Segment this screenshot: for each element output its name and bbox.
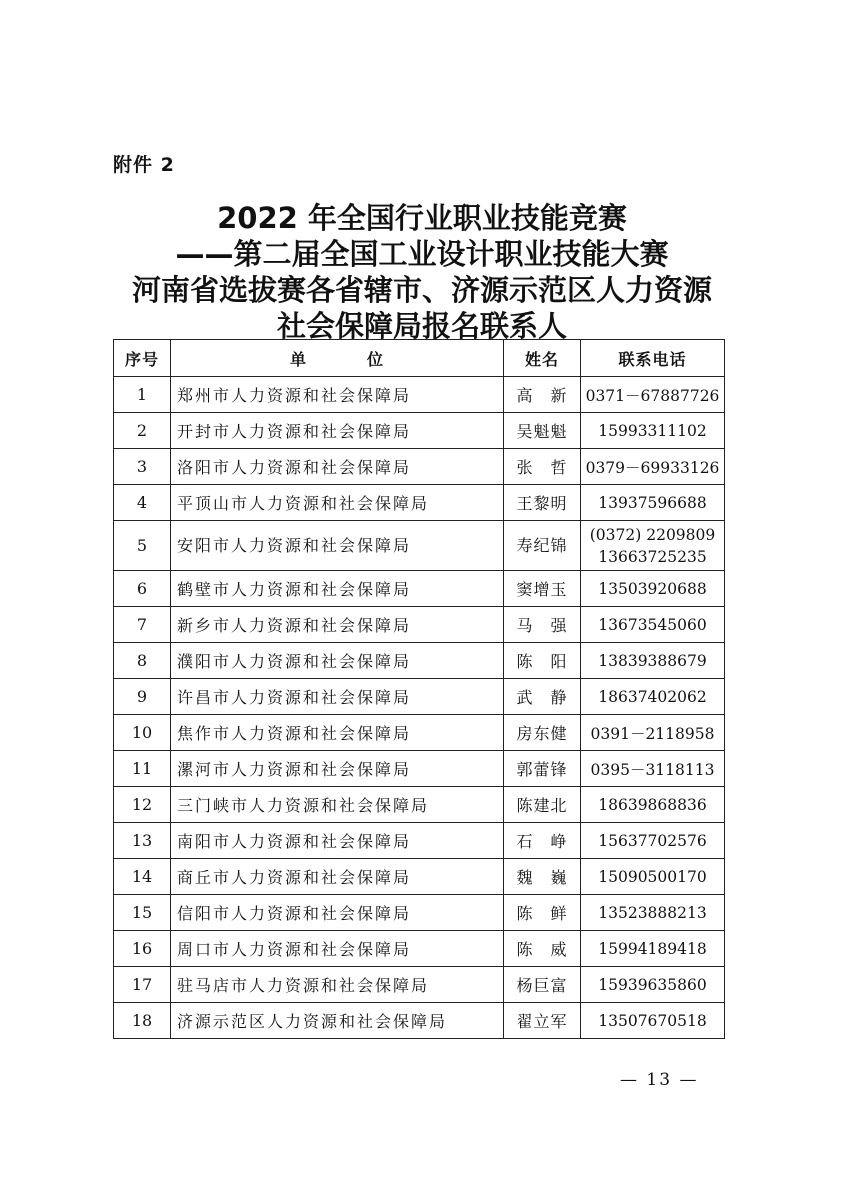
cell-unit: 濮阳市人力资源和社会保障局	[171, 643, 504, 679]
cell-phone: 15090500170	[581, 859, 725, 895]
cell-unit: 济源示范区人力资源和社会保障局	[171, 1003, 504, 1039]
header-name: 姓名	[504, 340, 581, 377]
title-line: 河南省选拔赛各省辖市、济源示范区人力资源	[131, 273, 712, 307]
table-row	[114, 607, 725, 643]
cell-name: 石 峥	[504, 823, 581, 859]
cell-name: 王黎明	[504, 485, 581, 521]
table-row	[114, 679, 725, 715]
table-row	[114, 521, 725, 571]
cell-name: 马 强	[504, 607, 581, 643]
cell-seq: 13	[114, 823, 171, 859]
cell-unit: 安阳市人力资源和社会保障局	[171, 521, 504, 571]
cell-seq: 3	[114, 449, 171, 485]
cell-unit: 洛阳市人力资源和社会保障局	[171, 449, 504, 485]
cell-unit: 焦作市人力资源和社会保障局	[171, 715, 504, 751]
cell-unit: 许昌市人力资源和社会保障局	[171, 679, 504, 715]
cell-unit: 驻马店市人力资源和社会保障局	[171, 967, 504, 1003]
cell-phone: 0391－2118958	[581, 715, 725, 751]
table-row	[114, 787, 725, 823]
header-unit-char: 位	[367, 349, 385, 369]
cell-unit: 周口市人力资源和社会保障局	[171, 931, 504, 967]
cell-unit: 新乡市人力资源和社会保障局	[171, 607, 504, 643]
header-seq: 序号	[114, 340, 171, 377]
cell-name: 魏 巍	[504, 859, 581, 895]
cell-phone: 15993311102	[581, 413, 725, 449]
table-header-row	[114, 340, 725, 377]
cell-phone: 13503920688	[581, 571, 725, 607]
cell-unit: 开封市人力资源和社会保障局	[171, 413, 504, 449]
table-row	[114, 643, 725, 679]
cell-phone: 0379－69933126	[581, 449, 725, 485]
cell-phone: 0371－67887726	[581, 377, 725, 413]
cell-seq: 18	[114, 1003, 171, 1039]
table-row	[114, 715, 725, 751]
table-row	[114, 485, 725, 521]
cell-name: 陈 阳	[504, 643, 581, 679]
cell-name: 寿纪锦	[504, 521, 581, 571]
table-row	[114, 823, 725, 859]
cell-seq: 11	[114, 751, 171, 787]
cell-phone: 13839388679	[581, 643, 725, 679]
cell-name: 杨巨富	[504, 967, 581, 1003]
cell-phone	[581, 521, 725, 571]
cell-seq: 14	[114, 859, 171, 895]
cell-unit: 漯河市人力资源和社会保障局	[171, 751, 504, 787]
cell-seq: 15	[114, 895, 171, 931]
cell-seq: 12	[114, 787, 171, 823]
cell-seq: 9	[114, 679, 171, 715]
contact-table	[113, 339, 725, 1039]
cell-seq: 6	[114, 571, 171, 607]
cell-seq: 8	[114, 643, 171, 679]
table-row	[114, 931, 725, 967]
phone-line: 13663725235	[598, 547, 707, 566]
cell-seq: 16	[114, 931, 171, 967]
table-row	[114, 449, 725, 485]
table-row	[114, 571, 725, 607]
cell-seq: 4	[114, 485, 171, 521]
phone-line: (0372) 2209809	[589, 525, 716, 544]
table-row	[114, 1003, 725, 1039]
cell-name: 窦增玉	[504, 571, 581, 607]
cell-phone: 13523888213	[581, 895, 725, 931]
cell-phone: 15994189418	[581, 931, 725, 967]
cell-name: 陈 鲜	[504, 895, 581, 931]
cell-name: 高 新	[504, 377, 581, 413]
cell-unit: 平顶山市人力资源和社会保障局	[171, 485, 504, 521]
cell-seq: 7	[114, 607, 171, 643]
attachment-label: 附件 2	[113, 154, 175, 176]
cell-seq: 1	[114, 377, 171, 413]
cell-phone: 18639868836	[581, 787, 725, 823]
cell-name: 陈建北	[504, 787, 581, 823]
cell-name: 翟立军	[504, 1003, 581, 1039]
table-row	[114, 895, 725, 931]
header-unit-char: 单	[289, 349, 307, 369]
cell-seq: 10	[114, 715, 171, 751]
cell-unit: 三门峡市人力资源和社会保障局	[171, 787, 504, 823]
cell-unit: 商丘市人力资源和社会保障局	[171, 859, 504, 895]
title-line: ——第二届全国工业设计职业技能大赛	[175, 237, 669, 271]
title-line: 社会保障局报名联系人	[276, 309, 567, 343]
table-row	[114, 859, 725, 895]
cell-name: 房东健	[504, 715, 581, 751]
cell-phone: 13507670518	[581, 1003, 725, 1039]
page-number: — 13 —	[620, 1070, 699, 1090]
cell-phone: 0395－3118113	[581, 751, 725, 787]
header-unit	[171, 340, 504, 377]
document-title	[100, 200, 744, 344]
cell-unit: 信阳市人力资源和社会保障局	[171, 895, 504, 931]
cell-name: 张 哲	[504, 449, 581, 485]
cell-seq: 2	[114, 413, 171, 449]
cell-phone: 18637402062	[581, 679, 725, 715]
title-line: 2022 年全国行业职业技能竞赛	[217, 201, 627, 235]
cell-name: 陈 威	[504, 931, 581, 967]
table-row	[114, 967, 725, 1003]
table-row	[114, 413, 725, 449]
cell-phone: 13937596688	[581, 485, 725, 521]
cell-phone: 15637702576	[581, 823, 725, 859]
header-phone: 联系电话	[581, 340, 725, 377]
cell-phone: 15939635860	[581, 967, 725, 1003]
cell-unit: 郑州市人力资源和社会保障局	[171, 377, 504, 413]
table-row	[114, 751, 725, 787]
cell-name: 武 静	[504, 679, 581, 715]
cell-seq: 17	[114, 967, 171, 1003]
cell-seq: 5	[114, 521, 171, 571]
cell-name: 吴魁魁	[504, 413, 581, 449]
cell-phone: 13673545060	[581, 607, 725, 643]
cell-name: 郭蕾锋	[504, 751, 581, 787]
cell-unit: 南阳市人力资源和社会保障局	[171, 823, 504, 859]
table-row	[114, 377, 725, 413]
cell-unit: 鹤壁市人力资源和社会保障局	[171, 571, 504, 607]
